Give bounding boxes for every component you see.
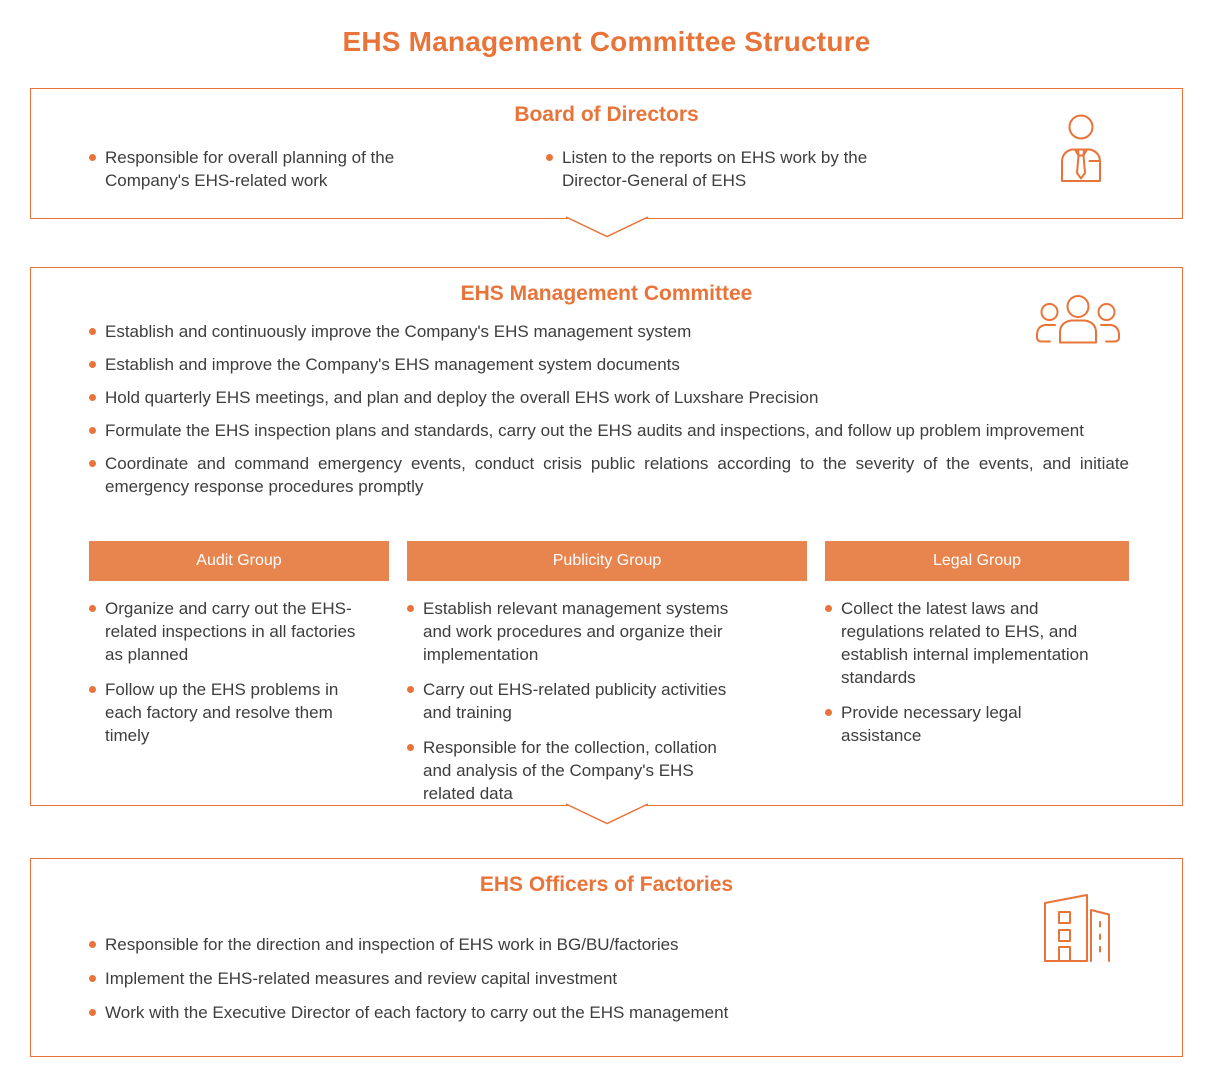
bullet-text: Provide necessary legal assistance — [841, 703, 1022, 745]
bullet-dot — [89, 328, 96, 335]
bullet-text: Hold quarterly EHS meetings, and plan and deploy the overall EHS work of Luxshare Precision — [105, 388, 819, 407]
board-title: Board of Directors — [514, 103, 699, 126]
bullet-text: Implement the EHS-related measures and review capital investment — [105, 969, 618, 988]
buildings-icon — [1042, 889, 1112, 963]
audit-group-column — [89, 541, 389, 817]
bullet-dot — [407, 686, 414, 693]
connector-chevron-down — [565, 803, 649, 825]
bullet-text: Formulate the EHS inspection plans and standards, carry out the EHS audits and inspections, and follow up problem improvement — [105, 421, 1084, 440]
board-bullet-1 — [89, 146, 419, 192]
publicity-bullet-1 — [407, 597, 807, 666]
ehs-management-committee-box — [30, 267, 1183, 806]
officers-title: EHS Officers of Factories — [479, 873, 734, 896]
bullet-dot — [89, 427, 96, 434]
audit-bullet-2 — [89, 678, 389, 747]
person-icon — [1058, 113, 1104, 183]
bullet-text: Collect the latest laws and regulations related to EHS, and establish internal implementation standards — [841, 599, 1089, 687]
bullet-dot — [546, 154, 553, 161]
committee-bullet-5 — [89, 452, 1129, 498]
legal-bullet-2 — [825, 701, 1129, 747]
bullet-text: Establish relevant management systems and work procedures and organize their implementation — [423, 599, 729, 664]
bullet-dot — [89, 941, 96, 948]
bullet-dot — [89, 394, 96, 401]
audit-group-header: Audit Group — [89, 541, 389, 581]
committee-bullet-1 — [89, 320, 1129, 343]
sub-groups-row — [89, 541, 1129, 817]
bullet-text: Responsible for the collection, collation and analysis of the Company's EHS related data — [423, 738, 717, 803]
bullet-dot — [89, 975, 96, 982]
bullet-dot — [89, 605, 96, 612]
officers-bullet-2 — [89, 967, 1049, 990]
bullet-dot — [89, 460, 96, 467]
bullet-text: Establish and improve the Company's EHS management system documents — [105, 355, 680, 374]
officers-bullet-list — [89, 933, 1049, 1035]
ehs-officers-box — [30, 858, 1183, 1057]
bullet-dot — [825, 605, 832, 612]
page-title: EHS Management Committee Structure — [342, 26, 871, 57]
bullet-dot — [407, 744, 414, 751]
officers-bullet-3 — [89, 1001, 1049, 1024]
committee-bullet-list — [89, 320, 1129, 508]
committee-bullet-3 — [89, 386, 1129, 409]
bullet-text: Establish and continuously improve the Company's EHS management system — [105, 322, 692, 341]
bullet-dot — [825, 709, 832, 716]
legal-group-column — [825, 541, 1129, 817]
legal-group-header: Legal Group — [825, 541, 1129, 581]
publicity-group-column — [407, 541, 807, 817]
bullet-dot — [89, 686, 96, 693]
publicity-group-header: Publicity Group — [407, 541, 807, 581]
legal-bullet-1 — [825, 597, 1129, 689]
bullet-text: Follow up the EHS problems in each factory and resolve them timely — [105, 680, 339, 745]
bullet-text: Coordinate and command emergency events, conduct crisis public relations according to the severity of the events, and initiate emergency response procedures promptly — [105, 454, 1129, 496]
bullet-text: Organize and carry out the EHS-related inspections in all factories as planned — [105, 599, 356, 664]
bullet-dot — [407, 605, 414, 612]
publicity-bullet-3 — [407, 736, 807, 805]
committee-bullet-2 — [89, 353, 1129, 376]
bullet-text: Listen to the reports on EHS work by the Director-General of EHS — [562, 148, 868, 190]
audit-bullet-1 — [89, 597, 389, 666]
officers-bullet-1 — [89, 933, 1049, 956]
bullet-dot — [89, 361, 96, 368]
bullet-text: Work with the Executive Director of each factory to carry out the EHS management — [105, 1003, 729, 1022]
committee-title: EHS Management Committee — [460, 282, 753, 305]
bullet-text: Responsible for the direction and inspection of EHS work in BG/BU/factories — [105, 935, 679, 954]
connector-chevron-down — [565, 216, 649, 238]
bullet-dot — [89, 1009, 96, 1016]
bullet-text: Carry out EHS-related publicity activities and training — [423, 680, 727, 722]
bullet-text: Responsible for overall planning of the Company's EHS-related work — [105, 148, 395, 190]
bullet-dot — [89, 154, 96, 161]
board-bullet-2 — [546, 146, 906, 192]
committee-bullet-4 — [89, 419, 1129, 442]
publicity-bullet-2 — [407, 678, 807, 724]
board-of-directors-box — [30, 88, 1183, 219]
